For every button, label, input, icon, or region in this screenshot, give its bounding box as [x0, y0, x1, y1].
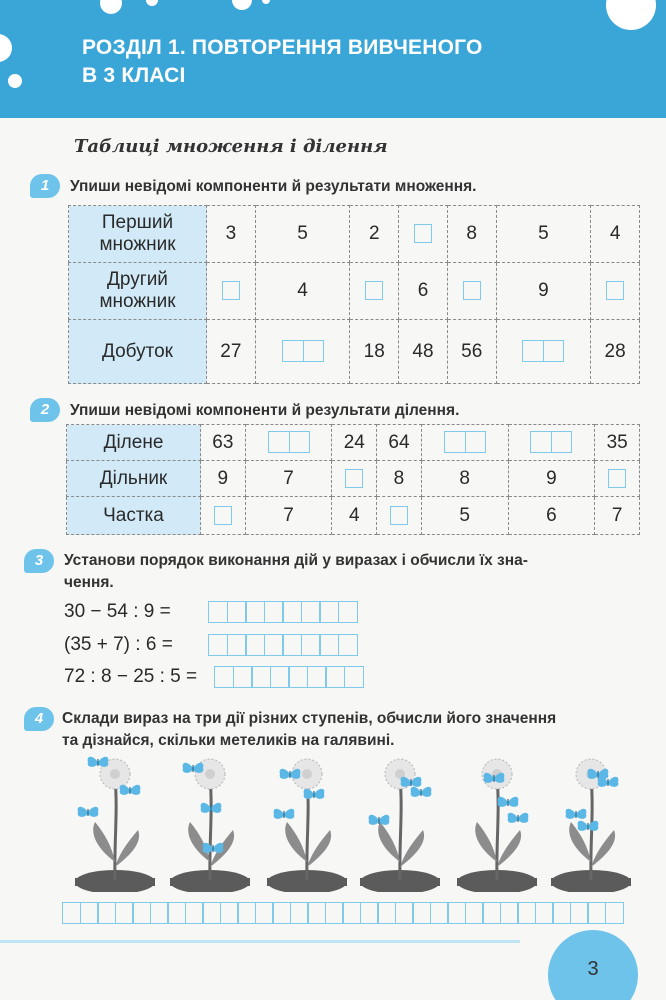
chapter-title-line: В 3 КЛАСІ: [82, 64, 186, 87]
row-label: [69, 206, 207, 263]
answer-cell[interactable]: [207, 263, 256, 320]
answer-box-double[interactable]: [268, 431, 310, 453]
division-table: [66, 424, 640, 535]
flower-illustration: [165, 752, 255, 892]
decor-dot: [232, 0, 252, 10]
flower-illustration: [355, 752, 445, 892]
decor-dot: [100, 0, 122, 14]
decor-dot: [0, 34, 12, 62]
table-cell: 27: [207, 320, 256, 384]
answer-cell[interactable]: [201, 497, 246, 535]
flower-illustration: [70, 752, 160, 892]
table-cell: 7: [595, 497, 640, 535]
row-label: Ділене: [67, 425, 201, 461]
flower-illustration: [262, 752, 352, 892]
task-number-badge: 1: [30, 174, 60, 198]
task-text-line: Установи порядок виконання дій у виразах і обчисли їх зна-: [64, 552, 528, 569]
row-label: Частка: [67, 497, 201, 535]
answer-field[interactable]: [214, 666, 362, 688]
task-number-badge: 3: [24, 549, 54, 573]
answer-cell[interactable]: [350, 263, 399, 320]
table-cell: 63: [201, 425, 246, 461]
table-cell: 4: [255, 263, 350, 320]
chapter-title: [82, 34, 562, 90]
flower-illustration: [546, 752, 636, 892]
answer-box[interactable]: [222, 281, 240, 300]
expression-3: 72 : 8 − 25 : 5 =: [64, 666, 198, 687]
answer-cell[interactable]: [421, 425, 508, 461]
row-label-line: Перший: [101, 212, 174, 233]
table-cell: 28: [591, 320, 640, 384]
table-cell: 6: [508, 497, 595, 535]
answer-cell[interactable]: [496, 320, 591, 384]
table-cell: 4: [591, 206, 640, 263]
table-cell: 6: [399, 263, 448, 320]
task-4-text: [62, 708, 652, 752]
decor-dot: [8, 74, 22, 88]
answer-box[interactable]: [365, 281, 383, 300]
decor-dot: [146, 0, 158, 6]
answer-cell[interactable]: [245, 425, 332, 461]
table-cell: 5: [421, 497, 508, 535]
chapter-title-line: РОЗДІЛ 1. ПОВТОРЕННЯ ВИВЧЕНОГО: [82, 36, 483, 59]
decor-dot: [262, 0, 270, 4]
table-cell: 2: [350, 206, 399, 263]
answer-field[interactable]: [208, 601, 356, 623]
task-3-text: [64, 550, 644, 594]
page-number: 3: [587, 958, 599, 980]
table-cell: 5: [496, 206, 591, 263]
table-row: [67, 461, 640, 497]
table-cell: 9: [201, 461, 246, 497]
answer-cell[interactable]: [591, 263, 640, 320]
answer-box[interactable]: [608, 469, 626, 488]
table-cell: 48: [399, 320, 448, 384]
answer-box[interactable]: [414, 224, 432, 243]
task-text-line: та дізнайся, скільки метеликів на галявині.: [62, 732, 395, 749]
table-row: [67, 497, 640, 535]
chapter-header: [0, 0, 666, 118]
table-cell: 35: [595, 425, 640, 461]
answer-strip[interactable]: [62, 902, 622, 924]
answer-cell[interactable]: [595, 461, 640, 497]
answer-cell[interactable]: [377, 497, 422, 535]
table-cell: 5: [255, 206, 350, 263]
table-cell: 9: [508, 461, 595, 497]
table-cell: 18: [350, 320, 399, 384]
answer-box-double[interactable]: [530, 431, 572, 453]
row-label: Дільник: [67, 461, 201, 497]
row-label-line: множник: [99, 234, 176, 255]
answer-cell[interactable]: [399, 206, 448, 263]
task-text-line: чення.: [64, 574, 114, 591]
expression-2: (35 + 7) : 6 =: [64, 634, 173, 655]
answer-cell[interactable]: [508, 425, 595, 461]
task-2-text: Упиши невідомі компоненти й результати ділення.: [70, 402, 460, 419]
answer-box[interactable]: [214, 506, 232, 525]
row-label: [69, 263, 207, 320]
task-1-text: Упиши невідомі компоненти й результати множення.: [70, 178, 477, 195]
answer-box-double[interactable]: [444, 431, 486, 453]
flower-illustration: [452, 752, 542, 892]
table-cell: 56: [447, 320, 496, 384]
answer-box[interactable]: [463, 281, 481, 300]
table-cell: 7: [245, 461, 332, 497]
multiplication-table: [68, 205, 640, 384]
table-cell: 24: [332, 425, 377, 461]
table-cell: 8: [447, 206, 496, 263]
answer-box[interactable]: [390, 506, 408, 525]
decor-dot: [606, 0, 656, 30]
table-row: [69, 206, 640, 263]
task-number-badge: 2: [30, 398, 60, 422]
table-cell: 9: [496, 263, 591, 320]
table-cell: 7: [245, 497, 332, 535]
row-label-line: множник: [99, 291, 176, 312]
row-label: Добуток: [69, 320, 207, 384]
table-cell: 8: [421, 461, 508, 497]
table-cell: 3: [207, 206, 256, 263]
table-row: [69, 263, 640, 320]
answer-box[interactable]: [606, 281, 624, 300]
answer-cell[interactable]: [255, 320, 350, 384]
answer-cell[interactable]: [447, 263, 496, 320]
table-cell: 4: [332, 497, 377, 535]
answer-box-double[interactable]: [282, 340, 324, 362]
answer-field[interactable]: [208, 634, 356, 656]
table-row: [67, 425, 640, 461]
answer-box-double[interactable]: [522, 340, 564, 362]
task-text-line: Склади вираз на три дії різних ступенів, обчисли його значення: [62, 710, 557, 727]
task-number-badge: 4: [24, 707, 54, 731]
table-row: [69, 320, 640, 384]
answer-cell[interactable]: [332, 461, 377, 497]
table-cell: 8: [377, 461, 422, 497]
answer-box[interactable]: [345, 469, 363, 488]
footer-line: [0, 940, 520, 943]
table-cell: 64: [377, 425, 422, 461]
expression-1: 30 − 54 : 9 =: [64, 601, 171, 622]
row-label-line: Другий: [107, 269, 168, 290]
section-title: Таблиці множення і ділення: [74, 136, 388, 157]
